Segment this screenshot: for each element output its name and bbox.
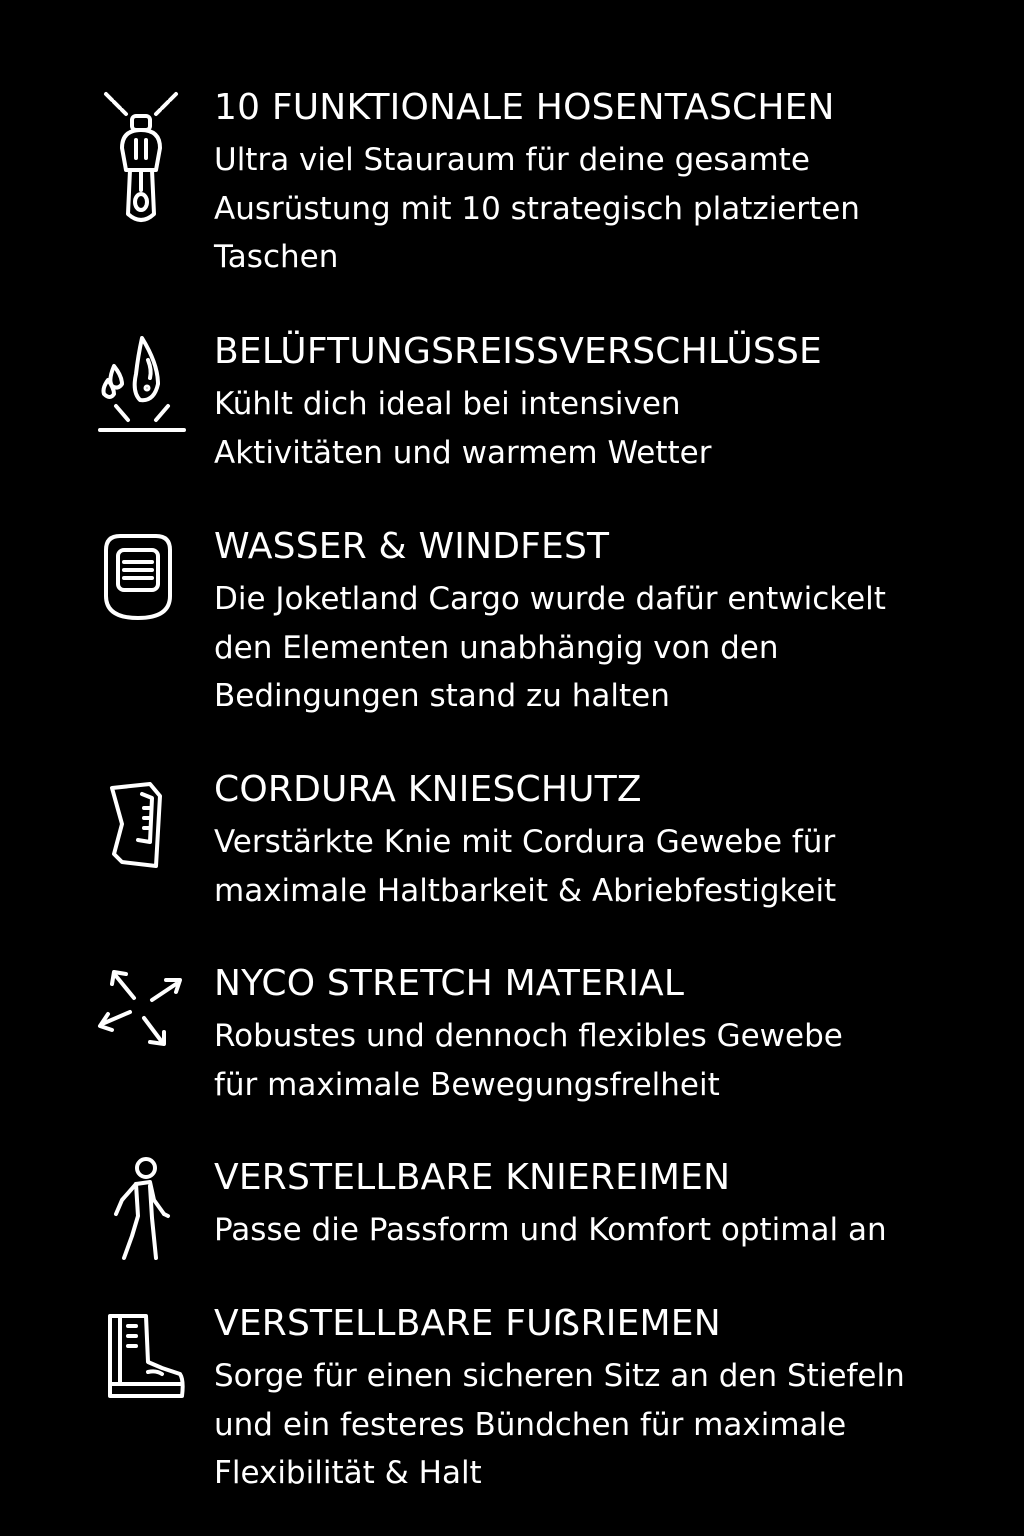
description-line: Kühlt dich ideal bei intensiven	[214, 386, 681, 422]
description-line: Aktivitäten und warmem Wetter	[214, 434, 712, 471]
description-line: Flexibilität & Halt	[214, 1455, 482, 1491]
description-line: Verstärkte Knie mit Cordura Gewebe für	[214, 824, 836, 860]
description-line: für maximale Bewegungsfrelheit	[214, 1066, 720, 1103]
stretch-arrows-icon	[92, 962, 192, 1052]
description-line: Die Joketland Cargo wurde dafür entwickelt	[214, 581, 886, 617]
description-line: und ein festeres Bündchen für maximale	[214, 1406, 847, 1443]
description-line: Ultra viel Stauraum für deine gesamte	[214, 142, 810, 178]
feature-text	[214, 768, 994, 915]
walking-person-icon	[92, 1156, 192, 1266]
feature-description	[214, 1012, 994, 1109]
feature-description	[214, 380, 994, 477]
description-line: maximale Haltbarkeit & Abriebfestigkeit	[214, 872, 837, 909]
feature-title: VERSTELLBARE FUẞRIEMEN	[214, 1303, 721, 1344]
feature-title: CORDURA KNIESCHUTZ	[214, 769, 642, 810]
description-line: Sorge für einen sicheren Sitz an den Stiefeln	[214, 1358, 905, 1394]
feature-description	[214, 1352, 994, 1498]
feature-description	[214, 136, 994, 282]
ventilation-drops-icon	[92, 330, 192, 440]
feature-description	[214, 1206, 994, 1255]
description-line: Passe die Passform und Komfort optimal an	[214, 1212, 887, 1248]
feature-description	[214, 575, 994, 721]
feature-title: BELÜFTUNGSREISSVERSCHLÜSSE	[214, 331, 822, 372]
description-line: den Elementen unabhängig von den	[214, 629, 779, 666]
description-line: Robustes und dennoch flexibles Gewebe	[214, 1018, 843, 1054]
feature-title: VERSTELLBARE KNIEREIMEN	[214, 1157, 731, 1198]
knee-pad-icon	[92, 778, 192, 873]
feature-text	[214, 1156, 994, 1255]
feature-title: 10 FUNKTIONALE HOSENTASCHEN	[214, 87, 835, 128]
feature-text	[214, 330, 994, 477]
feature-description	[214, 818, 994, 915]
feature-text	[214, 525, 994, 721]
description-line: Bedingungen stand zu halten	[214, 678, 670, 714]
feature-text	[214, 962, 994, 1109]
feature-title: NYCO STRETCH MATERIAL	[214, 963, 685, 1004]
boot-icon	[92, 1310, 192, 1405]
fabric-panel-icon	[92, 530, 192, 625]
description-line: Ausrüstung mit 10 strategisch platzierten	[214, 190, 860, 227]
feature-text	[214, 86, 994, 282]
zipper-icon	[92, 86, 192, 226]
feature-title: WASSER & WINDFEST	[214, 526, 610, 567]
description-line: Taschen	[214, 239, 339, 275]
feature-text	[214, 1302, 994, 1498]
